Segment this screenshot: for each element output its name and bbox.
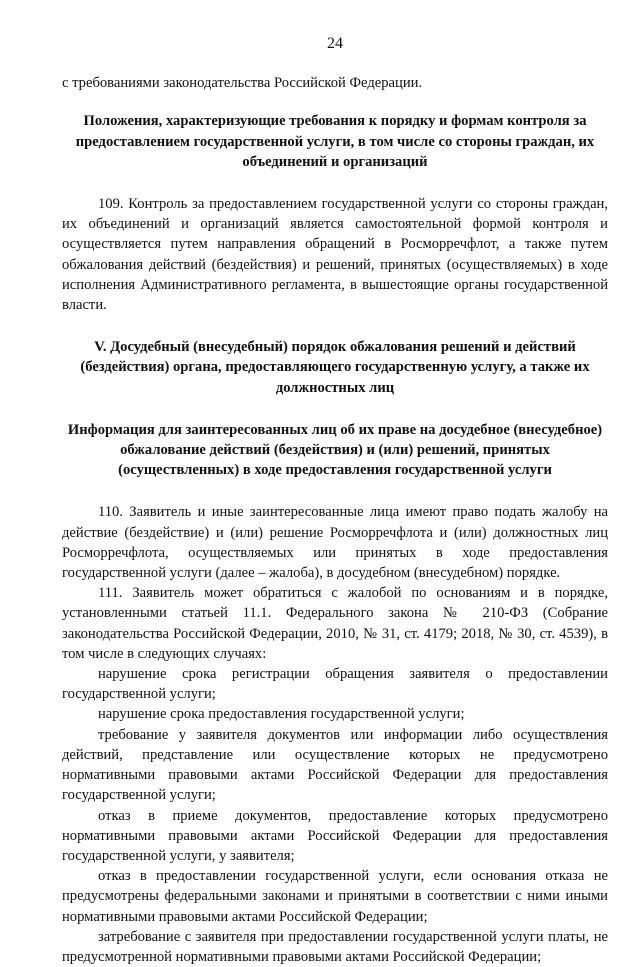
paragraph-109: 109. Контроль за предоставлением государственной услуги со стороны граждан, их объединений и организаций является самостоятельной формой контроля и осуществляется путем направления обращений в Росморречфлот, а также путем обжалования действий (бездействия) и решений, принятых (осуществляемых) в ходе исполнения Административного регламента, в вышестоящие органы государственной власти.: [62, 196, 608, 314]
paragraph-110: 110. Заявитель и иные заинтересованные лица имеют право подать жалобу на действие (бездействие) и (или) решение Росморречфлота и (или) должностных лиц Росморречфлота, осуществляемых или принятых в ходе предоставления государственной услуги (далее – жалоба), в досудебном (внесудебном) порядке.: [62, 504, 608, 582]
info-heading: Информация для заинтересованных лиц об их праве на досудебное (внесудебное) обжалование действий (бездействия) и (или) решений, принятых (осуществленных) в ходе предоставления государственной услуги: [67, 421, 603, 479]
page-number: 24: [327, 35, 343, 52]
control-heading: Положения, характеризующие требования к порядку и формам контроля за предоставлением государственной услуги, в том числе со стороны граждан, их объединений и организаций: [75, 113, 595, 170]
case-item: требование у заявителя документов или информации либо осуществления действий, представление или осуществление которых не предусмотрено нормативными правовыми актами Российской Федерации для предоставления государственной услуги;: [62, 726, 608, 804]
case-item: отказ в предоставлении государственной услуги, если основания отказа не предусмотрены федеральными законами и принятыми в соответствии с ними иными нормативными правовыми актами Российской Федерации;: [62, 868, 608, 925]
paragraph-111: 111. Заявитель может обратиться с жалобой по основаниям и в порядке, установленными статьей 11.1. Федерального закона № 210-ФЗ (Собрание законодательства Российской Федерации, 2010, № 31, ст. 4179; 2018, № 30, ст. 4539), в том числе в следующих случаях:: [62, 585, 608, 662]
case-item: отказ в приеме документов, предоставление которых предусмотрено нормативными правовыми актами Российской Федерации для предоставления государственной услуги, у заявителя;: [62, 807, 608, 864]
case-item: затребование с заявителя при предоставлении государственной услуги платы, не предусмотренной нормативными правовыми актами Российской Федерации;: [62, 928, 608, 965]
case-item: нарушение срока регистрации обращения заявителя о предоставлении государственной услуги;: [62, 666, 608, 703]
case-item: нарушение срока предоставления государственной услуги;: [98, 706, 465, 723]
section-v-heading: V. Досудебный (внесудебный) порядок обжалования решений и действий (бездействия) органа, предоставляющего государственную услугу, а также их должностных лиц: [80, 339, 590, 396]
document-page: [62, 34, 608, 967]
continuation-text: с требованиями законодательства Российской Федерации.: [62, 75, 423, 92]
